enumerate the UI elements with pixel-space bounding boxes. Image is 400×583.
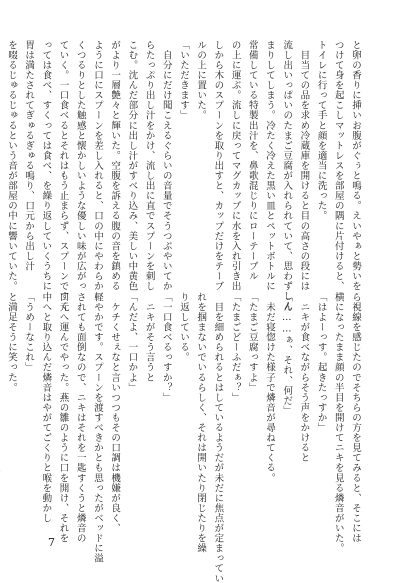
- text-line: 「うめーなこれ」: [23, 292, 35, 373]
- text-line: れを掴まないでいるらしく、それは開いたり閉じたりを繰: [195, 292, 207, 554]
- text-line: がより一層艶々と輝いた。空腹を訴える腹の音を鎮める: [109, 40, 121, 292]
- text-line: と卵の香りに挿いお腹がぐぅと鳴る。えいやぁと勢いを: [350, 40, 361, 292]
- page-number: 7: [48, 536, 55, 549]
- text-line: 目当ての品を求め冷蔵庫を開けると目の高さの段には: [298, 40, 310, 292]
- text-line: っては食べ、すくっては食べ、を繰り返していくうちに: [40, 40, 52, 292]
- text-line: ニキがそう言うと: [143, 292, 155, 383]
- text-line: されても面倒なので、ニキはそれを一匙すくうと燐音の: [74, 292, 86, 544]
- text-line: 横になったまま顔の半目を開けてニキを見る燐音がいた。: [332, 292, 344, 554]
- text-line: ように口にスプーンを差し入れると、口の中にやわらか: [91, 40, 103, 292]
- text-line: トイレに行って手と顔を適当に洗った。: [315, 40, 327, 221]
- text-line: ケチくせぇなと言いつつもその口調は機嫌が良く、: [109, 292, 121, 534]
- text-line: 「いただきます」: [177, 40, 189, 121]
- text-line: つけて身を起こしマットレスを部屋の隅に片付けると、: [332, 40, 344, 292]
- text-line: 中へと取り込んだ燐音はやがてごくりと喉を動かし: [40, 292, 52, 524]
- text-line: [0, 40, 3, 252]
- text-line: 常備している特製出汁を、鼻歌混じりにローテーブル: [246, 40, 258, 282]
- text-line: [0, 292, 3, 504]
- text-line: まりしてしまう。冷たく冷えた黒い皿とペットボトルに: [263, 40, 275, 292]
- text-line: 「たまご豆腐っすよ」: [246, 292, 258, 393]
- text-line: らたっぷり出し汁をかけ、流し出に直でスプーンを刺し: [143, 40, 155, 292]
- text-line: 軽やかです。スプーンを渡すべきかとも思ったがベッドに溢: [91, 292, 103, 564]
- text-line: り返している。: [177, 292, 189, 363]
- text-line: しから木のスプーンを取り出すと、カップだけをテーブ: [212, 40, 224, 292]
- text-line: こむ。沈んだ部分に出し汁がすべり込み、美しい中黄色: [126, 40, 138, 292]
- text-line: と満足そうに笑った。: [5, 292, 17, 393]
- text-line: 「一口食べるっすか？」: [160, 292, 172, 403]
- text-line: 自分にだけ聞こえるぐらいの音量でそうつぶやいてか: [160, 40, 172, 292]
- text-line: 「んだよ、一口かよ」: [126, 292, 138, 393]
- text-line: ニキが食べながらそう声をかけると: [298, 292, 310, 463]
- text-line: ルの上に置いた。: [195, 40, 207, 121]
- bottom-text-block: [5, 292, 364, 583]
- text-line: 未だ寝惚けた様子で燐音が尋ねてくる。: [263, 292, 275, 483]
- text-line: を啜るじゅるじゅるという音が部屋の中に響いていた。: [5, 40, 17, 292]
- text-line: 「たまごどーふだぁ？」: [229, 292, 241, 403]
- text-line: の上に運ぶ。流しに戻ってマグカップに水を入れ引き出: [229, 40, 241, 292]
- text-line: ら視線を感じたのでそちらの方を見てみると、そこには: [350, 292, 361, 544]
- text-line: ていく。一口食べるとそれはもう止まらず、スプーンですく: [57, 40, 69, 312]
- text-line: 口元へ運んでやった。燕の雛のように口を開け、それを: [57, 292, 69, 544]
- top-text-block: [5, 40, 364, 312]
- text-line: 胃は満たされてぎゅるぎゅる鳴り、口元から出し汁: [23, 40, 35, 272]
- text-line: 目を細められるとはしているようだが未だに焦点が定まってい: [212, 292, 224, 583]
- text-line: 「ん……ぁ、それ、何だ」: [281, 292, 293, 416]
- text-line: 流し出いっぱいのたまご豆腐が入れられていて、思わずしん: [281, 40, 293, 312]
- text-line: 「はよーっす。起きたっすか」: [315, 292, 327, 433]
- text-line: くつるりとした触感と懐かしいような優しい味が広がっ: [74, 40, 86, 292]
